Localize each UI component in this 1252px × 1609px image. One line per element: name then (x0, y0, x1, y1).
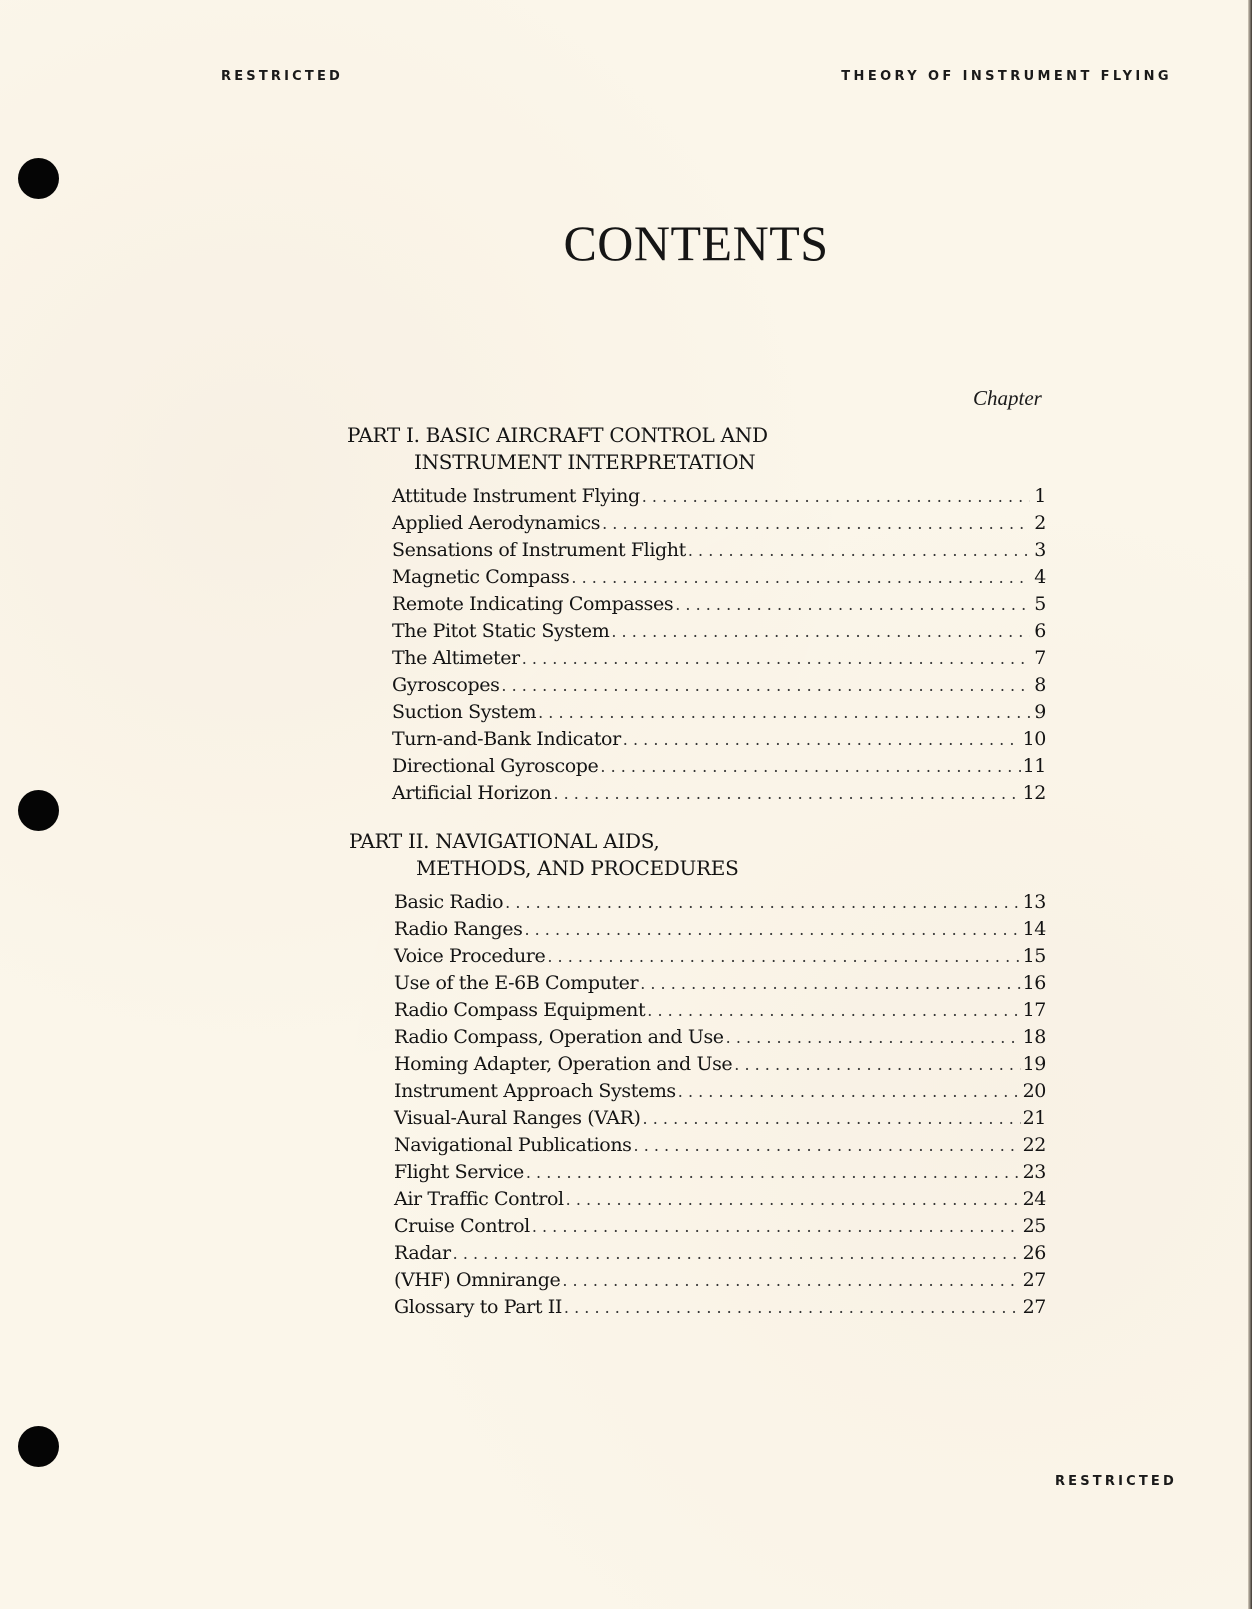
toc-entry[interactable] (394, 1134, 1046, 1161)
toc-entry[interactable] (392, 647, 1046, 674)
toc-entry-title: Turn-and-Bank Indicator (392, 728, 621, 750)
toc-entry-title: Flight Service (394, 1161, 524, 1183)
chapter-column-label: Chapter (973, 386, 1042, 410)
toc-entry[interactable] (392, 620, 1046, 647)
toc-entry-chapter: 16 (1022, 972, 1046, 994)
toc-entry[interactable] (392, 755, 1046, 782)
toc-entry-title: Magnetic Compass (392, 566, 570, 588)
toc-entry-title: Remote Indicating Compasses (392, 593, 674, 615)
leader-dots (547, 947, 1020, 966)
toc-entry-chapter: 15 (1022, 945, 1046, 967)
toc-entry-title: Homing Adapter, Operation and Use (394, 1053, 733, 1075)
leader-dots (734, 1055, 1020, 1074)
toc-entry-chapter: 19 (1022, 1053, 1046, 1075)
toc-entry[interactable] (394, 1215, 1046, 1242)
leader-dots (564, 1298, 1021, 1317)
leader-dots (726, 1028, 1021, 1047)
leader-dots (643, 1109, 1021, 1128)
toc-entry-title: Attitude Instrument Flying (392, 485, 640, 507)
toc-entry-title: Sensations of Instrument Flight (392, 539, 686, 561)
binder-hole-middle (18, 790, 59, 831)
toc-entry-title: Basic Radio (394, 891, 504, 913)
toc-entry-title: The Pitot Static System (392, 620, 610, 642)
toc-entry-chapter: 23 (1022, 1161, 1046, 1183)
toc-entry-chapter: 14 (1022, 918, 1046, 940)
leader-dots (600, 757, 1020, 776)
toc-entry-title: Use of the E-6B Computer (394, 972, 639, 994)
toc-entry-title: Radar (394, 1242, 451, 1264)
leader-dots (524, 920, 1020, 939)
toc-entry-title: Radio Compass Equipment (394, 999, 646, 1021)
toc-entry[interactable] (394, 1026, 1046, 1053)
leader-dots (634, 1136, 1021, 1155)
toc-entry-chapter: 2 (1034, 512, 1046, 534)
toc-entry-title: Radio Ranges (394, 918, 523, 940)
toc-entry-chapter: 25 (1022, 1215, 1046, 1237)
toc-entry[interactable] (394, 1296, 1046, 1323)
toc-entry-chapter: 9 (1034, 701, 1046, 723)
binder-hole-bottom (18, 1426, 59, 1467)
toc-entry[interactable] (394, 1242, 1046, 1269)
leader-dots (642, 487, 1030, 506)
toc-entry-title: Radio Compass, Operation and Use (394, 1026, 724, 1048)
toc-entry-chapter: 10 (1022, 728, 1046, 750)
toc-entry-title: Directional Gyroscope (392, 755, 599, 777)
toc-entry-chapter: 20 (1022, 1080, 1046, 1102)
leader-dots (640, 974, 1020, 993)
part-heading-line1: PART I. BASIC AIRCRAFT CONTROL AND (347, 423, 768, 447)
toc-entry[interactable] (392, 674, 1046, 701)
toc-entry[interactable] (394, 1161, 1046, 1188)
leader-dots (532, 1217, 1021, 1236)
part-heading-line1: PART II. NAVIGATIONAL AIDS, (349, 829, 660, 853)
leader-dots (453, 1244, 1021, 1263)
toc-entry[interactable] (394, 1080, 1046, 1107)
toc-entry[interactable] (392, 728, 1046, 755)
toc-entry-chapter: 1 (1034, 485, 1046, 507)
leader-dots (501, 676, 1030, 695)
leader-dots (678, 1082, 1021, 1101)
toc-entry-chapter: 22 (1022, 1134, 1046, 1156)
toc-entry[interactable] (392, 701, 1046, 728)
toc-entry-chapter: 27 (1022, 1269, 1046, 1291)
toc-entry-title: Navigational Publications (394, 1134, 632, 1156)
toc-entry[interactable] (394, 999, 1046, 1026)
toc-entry[interactable] (394, 1107, 1046, 1134)
part-2-entries (394, 891, 1046, 1323)
toc-entry-title: Suction System (392, 701, 537, 723)
toc-entry-chapter: 11 (1022, 755, 1046, 777)
toc-entry-chapter: 18 (1022, 1026, 1046, 1048)
toc-entry[interactable] (392, 782, 1046, 809)
toc-entry-chapter: 27 (1022, 1296, 1046, 1318)
toc-entry-title: Voice Procedure (394, 945, 546, 967)
toc-entry-chapter: 5 (1034, 593, 1046, 615)
leader-dots (538, 703, 1030, 722)
part-heading-line2: METHODS, AND PROCEDURES (416, 856, 739, 880)
toc-entry[interactable] (394, 972, 1046, 999)
toc-entry-title: Cruise Control (394, 1215, 530, 1237)
part-heading (349, 828, 739, 882)
toc-entry-chapter: 4 (1034, 566, 1046, 588)
page-title: CONTENTS (563, 215, 829, 271)
leader-dots (571, 568, 1030, 587)
toc-entry-title: (VHF) Omnirange (394, 1269, 561, 1291)
toc-entry[interactable] (392, 485, 1046, 512)
part-heading-line2: INSTRUMENT INTERPRETATION (414, 450, 756, 474)
toc-entry-title: The Altimeter (392, 647, 520, 669)
toc-entry-title: Applied Aerodynamics (392, 512, 601, 534)
toc-entry[interactable] (394, 1053, 1046, 1080)
toc-entry[interactable] (392, 512, 1046, 539)
binder-hole-top (18, 158, 59, 199)
part-1-entries (392, 485, 1046, 809)
leader-dots (566, 1190, 1021, 1209)
toc-entry[interactable] (394, 1269, 1046, 1296)
toc-entry[interactable] (394, 918, 1046, 945)
toc-entry-chapter: 3 (1034, 539, 1046, 561)
part-heading (347, 422, 768, 476)
toc-entry-title: Instrument Approach Systems (394, 1080, 676, 1102)
toc-entry-chapter: 8 (1034, 674, 1046, 696)
toc-entry[interactable] (394, 945, 1046, 972)
toc-entry-title: Gyroscopes (392, 674, 500, 696)
leader-dots (688, 541, 1030, 560)
toc-entry-title: Visual-Aural Ranges (VAR) (394, 1107, 641, 1129)
toc-entry[interactable] (392, 593, 1046, 620)
toc-entry-title: Artificial Horizon (392, 782, 552, 804)
toc-entry-chapter: 24 (1022, 1188, 1046, 1210)
toc-entry-chapter: 6 (1034, 620, 1046, 642)
toc-entry-title: Glossary to Part II (394, 1296, 562, 1318)
toc-entry-chapter: 21 (1022, 1107, 1046, 1129)
leader-dots (562, 1271, 1020, 1290)
toc-entry-chapter: 7 (1034, 647, 1046, 669)
toc-entry[interactable] (394, 1188, 1046, 1215)
leader-dots (553, 784, 1020, 803)
leader-dots (526, 1163, 1021, 1182)
leader-dots (522, 649, 1030, 668)
classification-header: RESTRICTED (221, 69, 344, 84)
toc-entry[interactable] (392, 566, 1046, 593)
leader-dots (602, 514, 1030, 533)
leader-dots (611, 622, 1030, 641)
leader-dots (505, 893, 1020, 912)
toc-entry[interactable] (392, 539, 1046, 566)
leader-dots (647, 1001, 1020, 1020)
toc-entry-chapter: 26 (1022, 1242, 1046, 1264)
toc-entry-chapter: 17 (1022, 999, 1046, 1021)
document-title-header: THEORY OF INSTRUMENT FLYING (841, 69, 1172, 84)
toc-entry-chapter: 13 (1022, 891, 1046, 913)
classification-footer: RESTRICTED (1054, 1474, 1177, 1489)
leader-dots (623, 730, 1021, 749)
leader-dots (675, 595, 1030, 614)
toc-entry-title: Air Traffic Control (394, 1188, 564, 1210)
toc-entry[interactable] (394, 891, 1046, 918)
toc-entry-chapter: 12 (1022, 782, 1046, 804)
